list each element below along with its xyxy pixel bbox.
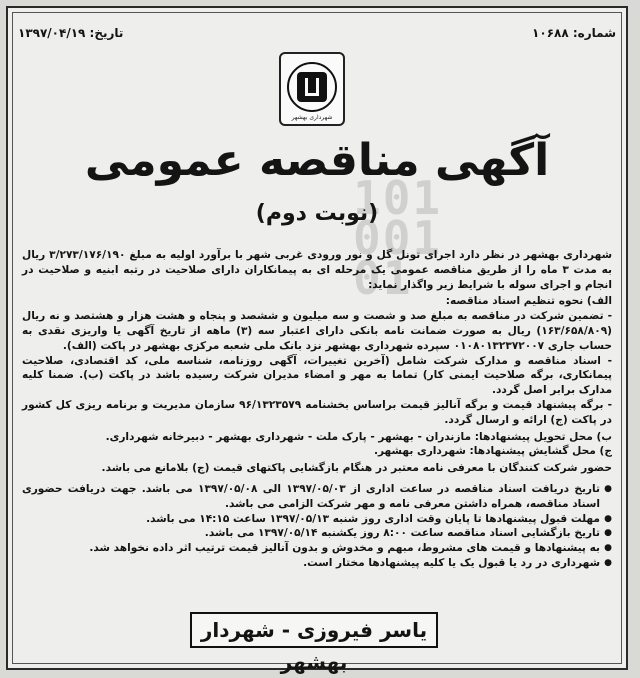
section-a-title: الف) نحوه تنظیم اسناد مناقصه: bbox=[445, 295, 612, 308]
notice-date: تاریخ: ۱۳۹۷/۰۴/۱۹ bbox=[18, 26, 124, 40]
municipality-logo bbox=[279, 52, 345, 126]
condition-item: ● تاریخ بازگشایی اسناد مناقصه ساعت ۸:۰۰ روز یکشنبه ۱۳۹۷/۰۵/۱۴ می باشد. bbox=[22, 526, 612, 541]
notice-body bbox=[22, 248, 612, 571]
intro-paragraph: شهرداری بهشهر در نظر دارد اجرای تونل گل و نور ورودی غربی شهر با برآورد اولیه به مبلغ ۳/۲۷۳/۱۷۶/۱۹۰ ریال به مدت ۳ ماه را از طریق مناقصه عمومی یک مرحله ای به پیمانکاران دارای صلاحیت در رتبه ابنیه و صلاحیت در انجام و اجرای سوله با شرایط زیر واگذار نماید: bbox=[22, 249, 613, 291]
logo-caption: شهرداری بهشهر bbox=[291, 114, 333, 121]
watermark-line: 01 bbox=[353, 251, 413, 305]
section-a-item: - برگه پیشنهاد قیمت و برگه آنالیز قیمت براساس بخشنامه ۹۶/۱۳۲۳۵۷۹ سازمان مدیریت و برنامه ریزی کل کشور در پاکت (ج) ارائه و ارسال گردد. bbox=[22, 398, 612, 426]
signature-box: یاسر فیروزی - شهردار بهشهر bbox=[190, 612, 438, 648]
watermark-line: 101 bbox=[353, 171, 443, 225]
condition-item: ● شهرداری در رد یا قبول یک یا کلیه پیشنهادها مختار است. bbox=[22, 556, 612, 571]
header-row bbox=[18, 26, 616, 48]
section-c: ج) محل گشایش پیشنهادها: شهرداری بهشهر. bbox=[373, 445, 612, 458]
notice-number: شماره: ۱۰۶۸۸ bbox=[532, 26, 616, 40]
attendance-note: حضور شرکت کنندگان با معرفی نامه معتبر در هنگام بازگشایی پاکتهای قیمت (ج) بلامانع می باشد. bbox=[101, 462, 612, 475]
condition-item: ● تاریخ دریافت اسناد مناقصه در ساعت اداری از ۱۳۹۷/۰۵/۰۳ الی ۱۳۹۷/۰۵/۰۸ می باشد. جهت دریافت حضوری اسناد مناقصه، همراه داشتن معرفی نامه و مهر شرکت الزامی می باشد. bbox=[22, 482, 612, 512]
round-subtitle: (نوبت دوم) bbox=[255, 201, 379, 226]
page-title: آگهی مناقصه عمومی bbox=[84, 135, 550, 186]
condition-item: ● به پیشنهادها و قیمت های مشروط، مبهم و مخدوش و بدون آنالیز قیمت ترتیب اثر داده نخواهد شد. bbox=[22, 541, 612, 556]
section-a-item: - اسناد مناقصه و مدارک شرکت شامل (آخرین تغییرات، آگهی روزنامه، شناسه ملی، کد اقتصادی، صلاحیت پیمانکاری، برگه صلاحیت ایمنی کار) تماما به مهر و امضاء مدیران شرکت رسیده باشد در پاکت (ب). ضمنا کلیه مدارک برابر اصل گردد. bbox=[22, 354, 612, 397]
conditions-list bbox=[22, 482, 612, 571]
logo-mark-icon bbox=[297, 72, 327, 102]
watermark-line: 001 bbox=[353, 211, 443, 265]
section-b: ب) محل تحویل پیشنهادها: مازندران - بهشهر - پارک ملت - شهرداری بهشهر - دبیرخانه شهرداری. bbox=[105, 430, 612, 443]
condition-item: ● مهلت قبول پیشنهادها تا پایان وقت اداری روز شنبه ۱۳۹۷/۰۵/۱۳ ساعت ۱۴:۱۵ می باشد. bbox=[22, 512, 612, 527]
notice-page bbox=[6, 6, 628, 674]
section-a-item: - تضمین شرکت در مناقصه به مبلغ صد و شصت و سه میلیون و ششصد و پنجاه و هشت هزار و هشتصد و نه ریال (۱۶۳/۶۵۸/۸۰۹) ریال به صورت ضمانت نامه بانکی دارای اعتبار سه (۳) ماهه از تاریخ آگهی یا واریزی نقدی به حساب جاری ۰۱۰۸۰۱۳۲۳۷۲۰۰۷ سپرده شهرداری بهشهر نزد بانک ملی شعبه مرکزی بهشهر در پاکت (الف). bbox=[22, 310, 613, 352]
